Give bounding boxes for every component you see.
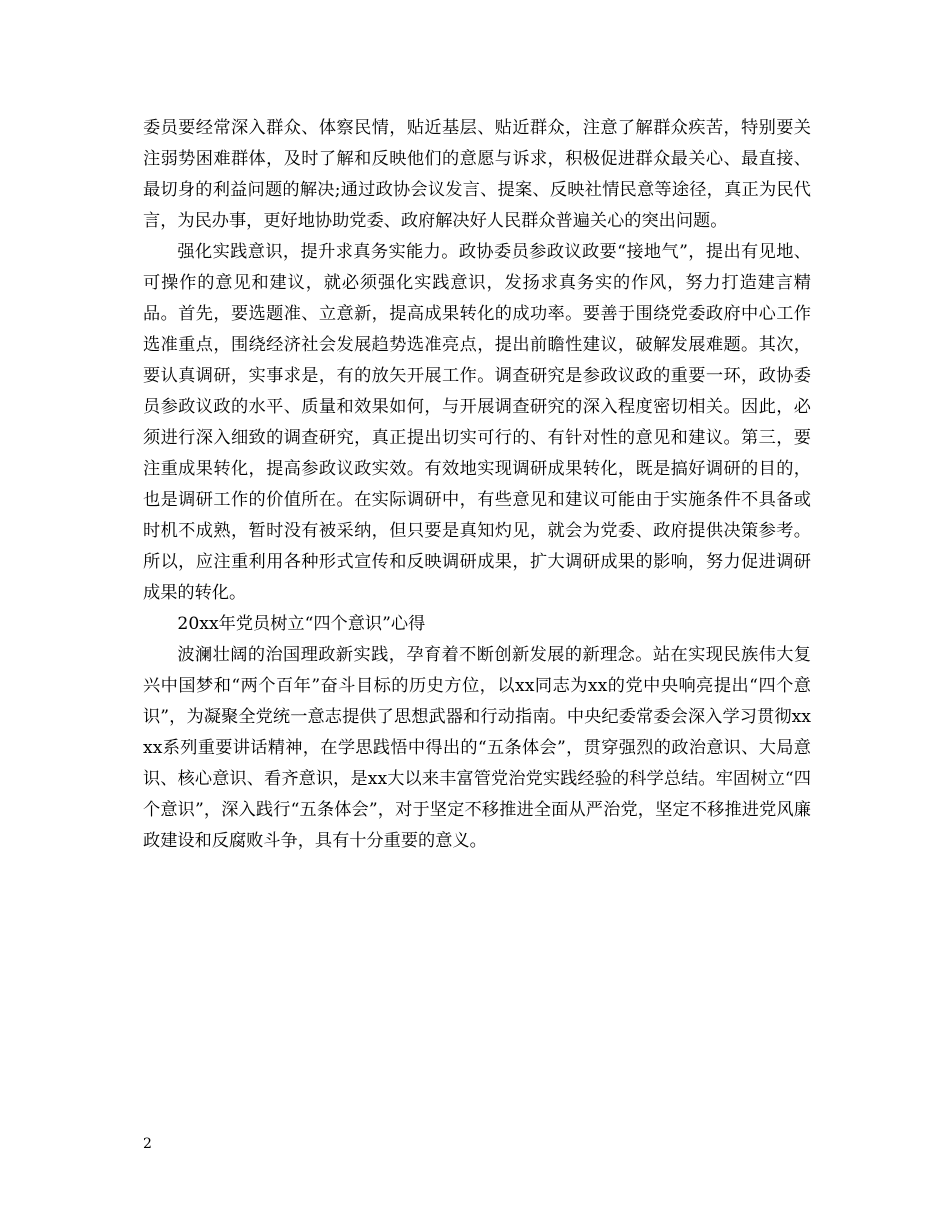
paragraph-continuation: 委员要经常深入群众、体察民情，贴近基层、贴近群众，注意了解群众疾苦，特别要关注弱势困难群体，及时了解和反映他们的意愿与诉求，积极促进群众最关心、最直接、最切身的利益问题的解决;通过政协会议发言、提案、反映社情民意等途径，真正为民代言，为民办事，更好地协助党委、政府解决好人民群众普遍关心的突出问题。 — [143, 118, 811, 231]
paragraph-four-awareness: 波澜壮阔的治国理政新实践，孕育着不断创新发展的新理念。站在实现民族伟大复兴中国梦和“两个百年”奋斗目标的历史方位，以xx同志为xx的党中央响亮提出“四个意识”，为凝聚全党统一意志提供了思想武器和行动指南。中央纪委常委会深入学习贯彻xxxx系列重要讲话精神，在学思践悟中得出的“五条体会”，贯穿强烈的政治意识、大局意识、核心意识、看齐意识，是xx大以来丰富管党治党实践经验的科学总结。牢固树立“四个意识”，深入践行“五条体会”，对于坚定不移推进全面从严治党，坚定不移推进党风廉政建设和反腐败斗争，具有十分重要的意义。 — [143, 645, 811, 851]
document-body — [143, 113, 811, 857]
paragraph-practice-awareness: 强化实践意识，提升求真务实能力。政协委员参政议政要“接地气”，提出有见地、可操作的意见和建议，就必须强化实践意识，发扬求真务实的作风，努力打造建言精品。首先，要选题准、立意新，提高成果转化的成功率。要善于围绕党委政府中心工作选准重点，围绕经济社会发展趋势选准亮点，提出前瞻性建议，破解发展难题。其次，要认真调研，实事求是，有的放矢开展工作。调查研究是参政议政的重要一环，政协委员参政议政的水平、质量和效果如何，与开展调查研究的深入程度密切相关。因此，必须进行深入细致的调查研究，真正提出切实可行的、有针对性的意见和建议。第三，要注重成果转化，提高参政议政实效。有效地实现调研成果转化，既是搞好调研的目的，也是调研工作的价值所在。在实际调研中，有些意见和建议可能由于实施条件不具备或时机不成熟，暂时没有被采纳，但只要是真知灼见，就会为党委、政府提供决策参考。所以，应注重利用各种形式宣传和反映调研成果，扩大调研成果的影响，努力促进调研成果的转化。 — [143, 242, 811, 603]
section-heading: 20xx年党员树立“四个意识”心得 — [177, 614, 426, 634]
page-number: 2 — [143, 1136, 152, 1152]
